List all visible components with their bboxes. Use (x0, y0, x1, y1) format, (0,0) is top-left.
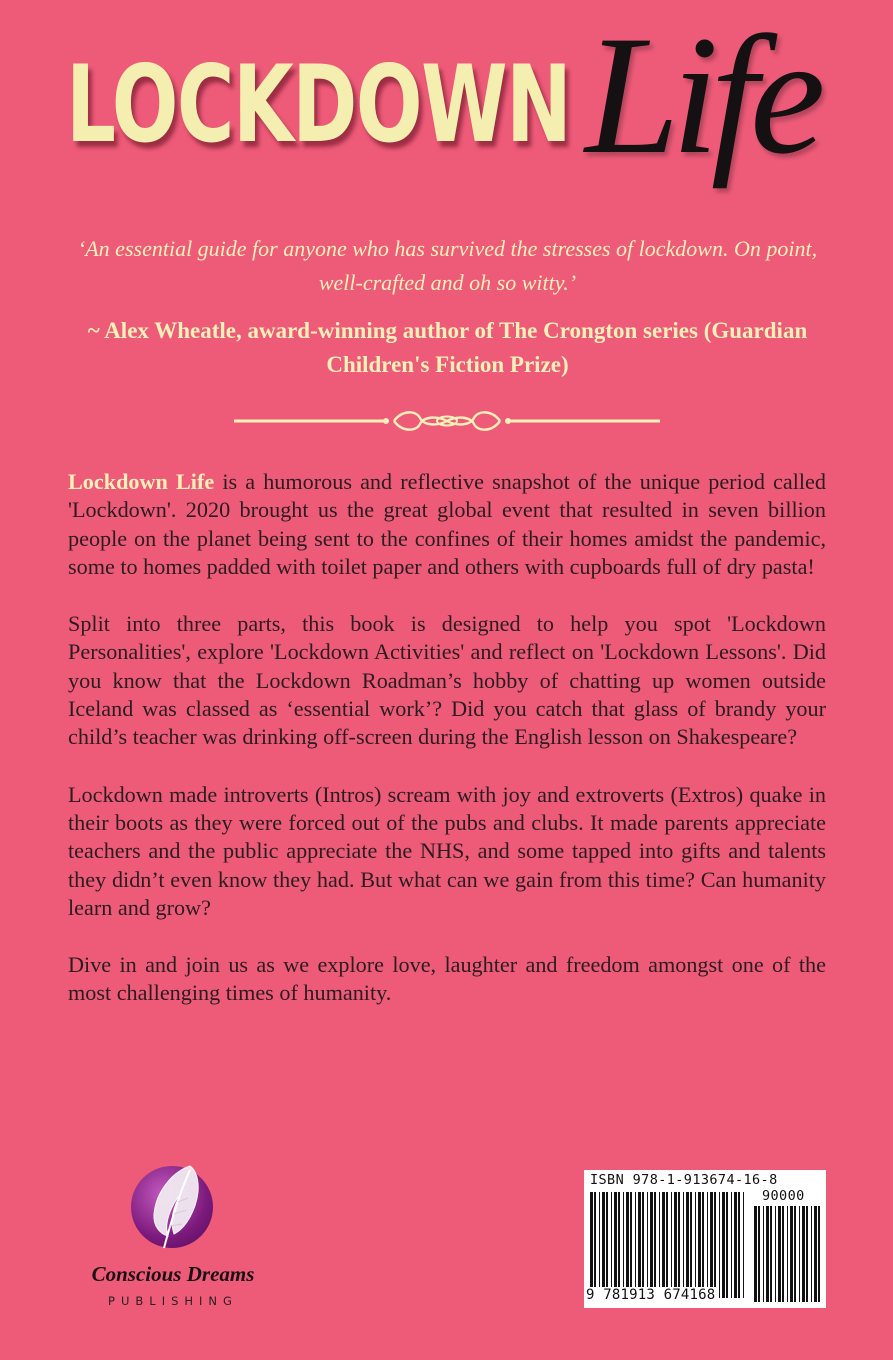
barcode-bar (814, 1206, 817, 1302)
barcode-bar (799, 1206, 800, 1302)
book-title-inline: Lockdown Life (68, 469, 215, 494)
blurb-paragraph-4: Dive in and join us as we explore love, laughter and freedom amongst one of the most challenging times of humanity. (68, 952, 826, 1006)
barcode-bar (734, 1192, 737, 1298)
barcode-bar (714, 1192, 716, 1298)
barcode-bar (790, 1206, 793, 1302)
barcode-bar (690, 1192, 692, 1298)
barcode-bar (802, 1206, 805, 1302)
barcode-bar (818, 1206, 820, 1302)
barcode-bar (683, 1192, 684, 1298)
barcode-bar (686, 1192, 689, 1298)
barcode-bar (787, 1206, 788, 1302)
barcode-bar (758, 1206, 760, 1302)
barcode-bar (743, 1192, 744, 1298)
barcode-bar (602, 1192, 605, 1298)
isbn-label: ISBN 978-1-913674-16-8 (590, 1172, 778, 1188)
barcode-bar (674, 1192, 677, 1298)
barcode-bar (626, 1192, 629, 1298)
barcode-bar (623, 1192, 624, 1298)
barcode-bar (606, 1192, 608, 1298)
barcode-bar (726, 1192, 728, 1298)
barcode-bar (635, 1192, 636, 1298)
barcode-bar (654, 1192, 656, 1298)
barcode-bar (594, 1192, 596, 1298)
barcode-bar (650, 1192, 653, 1298)
title-lockdown: LOCKDOWN (66, 43, 571, 166)
blurb-paragraph-2: Split into three parts, this book is designed to help you spot 'Lockdown Personalities', explore 'Lockdown Activities' and reflect on 'Lockdown Lessons'. Did you know that the Lockdown Roadman’s hobby of chatting up women outside Iceland was classed as ‘essential work’? Did you catch that glass of brandy your child’s teacher was drinking off-screen during the English lesson on Shakespeare? (68, 611, 826, 750)
barcode-bar (778, 1206, 781, 1302)
barcode-bar (702, 1192, 704, 1298)
barcode-bar (630, 1192, 632, 1298)
barcode-bar (763, 1206, 764, 1302)
barcode-bar (806, 1206, 808, 1302)
publisher-logo (62, 1162, 284, 1312)
barcode-bar (811, 1206, 812, 1302)
barcode-bar (707, 1192, 708, 1298)
barcode-bar (642, 1192, 644, 1298)
title-life: Life (585, 1, 818, 189)
barcode-bar (731, 1192, 732, 1298)
barcode-bar (794, 1206, 796, 1302)
barcode-bar (710, 1192, 713, 1298)
barcode-bar (666, 1192, 668, 1298)
barcode-digits: 9 781913 674168 (586, 1287, 716, 1303)
barcode-bar (770, 1206, 772, 1302)
barcode-bar (599, 1192, 600, 1298)
isbn-barcode (584, 1170, 826, 1308)
barcode-bar (614, 1192, 617, 1298)
blurb-paragraph-3: Lockdown made introverts (Intros) scream with joy and extroverts (Extros) quake in their boots as they were forced out of the pubs and clubs. It made parents appreciate teachers and the public appreciate the NHS, and some tapped into gifts and talents they didn’t even know they had. But what can we gain from this time? Can humanity learn and grow? (68, 781, 826, 920)
blurb-paragraph-1 (68, 468, 826, 581)
barcode-bar (590, 1192, 593, 1298)
ornament-divider (234, 404, 660, 438)
barcode-bar (698, 1192, 701, 1298)
barcode-bar (722, 1192, 725, 1298)
barcode-bar (662, 1192, 665, 1298)
publisher-subtitle: PUBLISHING (108, 1294, 238, 1308)
barcode-bar (775, 1206, 776, 1302)
barcode-bar (659, 1192, 660, 1298)
review-quote: ‘An essential guide for anyone who has survived the stresses of lockdown. On point, well-crafted and oh so witty.’ (77, 236, 818, 295)
isbn-addon: 90000 (762, 1188, 805, 1204)
barcode-bar (638, 1192, 641, 1298)
barcode-bar (695, 1192, 696, 1298)
barcode-bar (671, 1192, 672, 1298)
barcode-bar (678, 1192, 680, 1298)
barcode-bar (738, 1192, 740, 1298)
feather-icon (142, 1162, 212, 1254)
barcode-bar (754, 1206, 757, 1302)
barcode-bar (618, 1192, 620, 1298)
barcode-bar (647, 1192, 648, 1298)
barcode-bar (766, 1206, 769, 1302)
review-attribution: ~ Alex Wheatle, award-winning author of The Crongton series (Guardian Children's Fiction Prize) (87, 318, 808, 377)
barcode-bar (719, 1192, 720, 1298)
barcode-bar (611, 1192, 612, 1298)
barcode-bar (782, 1206, 784, 1302)
blurb (68, 468, 826, 1037)
publisher-name: Conscious Dreams (91, 1262, 255, 1286)
blurb-paragraph-1-text: is a humorous and reflective snapshot of the unique period called 'Lockdown'. 2020 brought us the great global event that resulted in seven billion people on the planet being sent to the confines of their homes amidst the pandemic, some to homes padded with toilet paper and others with cupboards full of dry pasta! (68, 469, 827, 579)
